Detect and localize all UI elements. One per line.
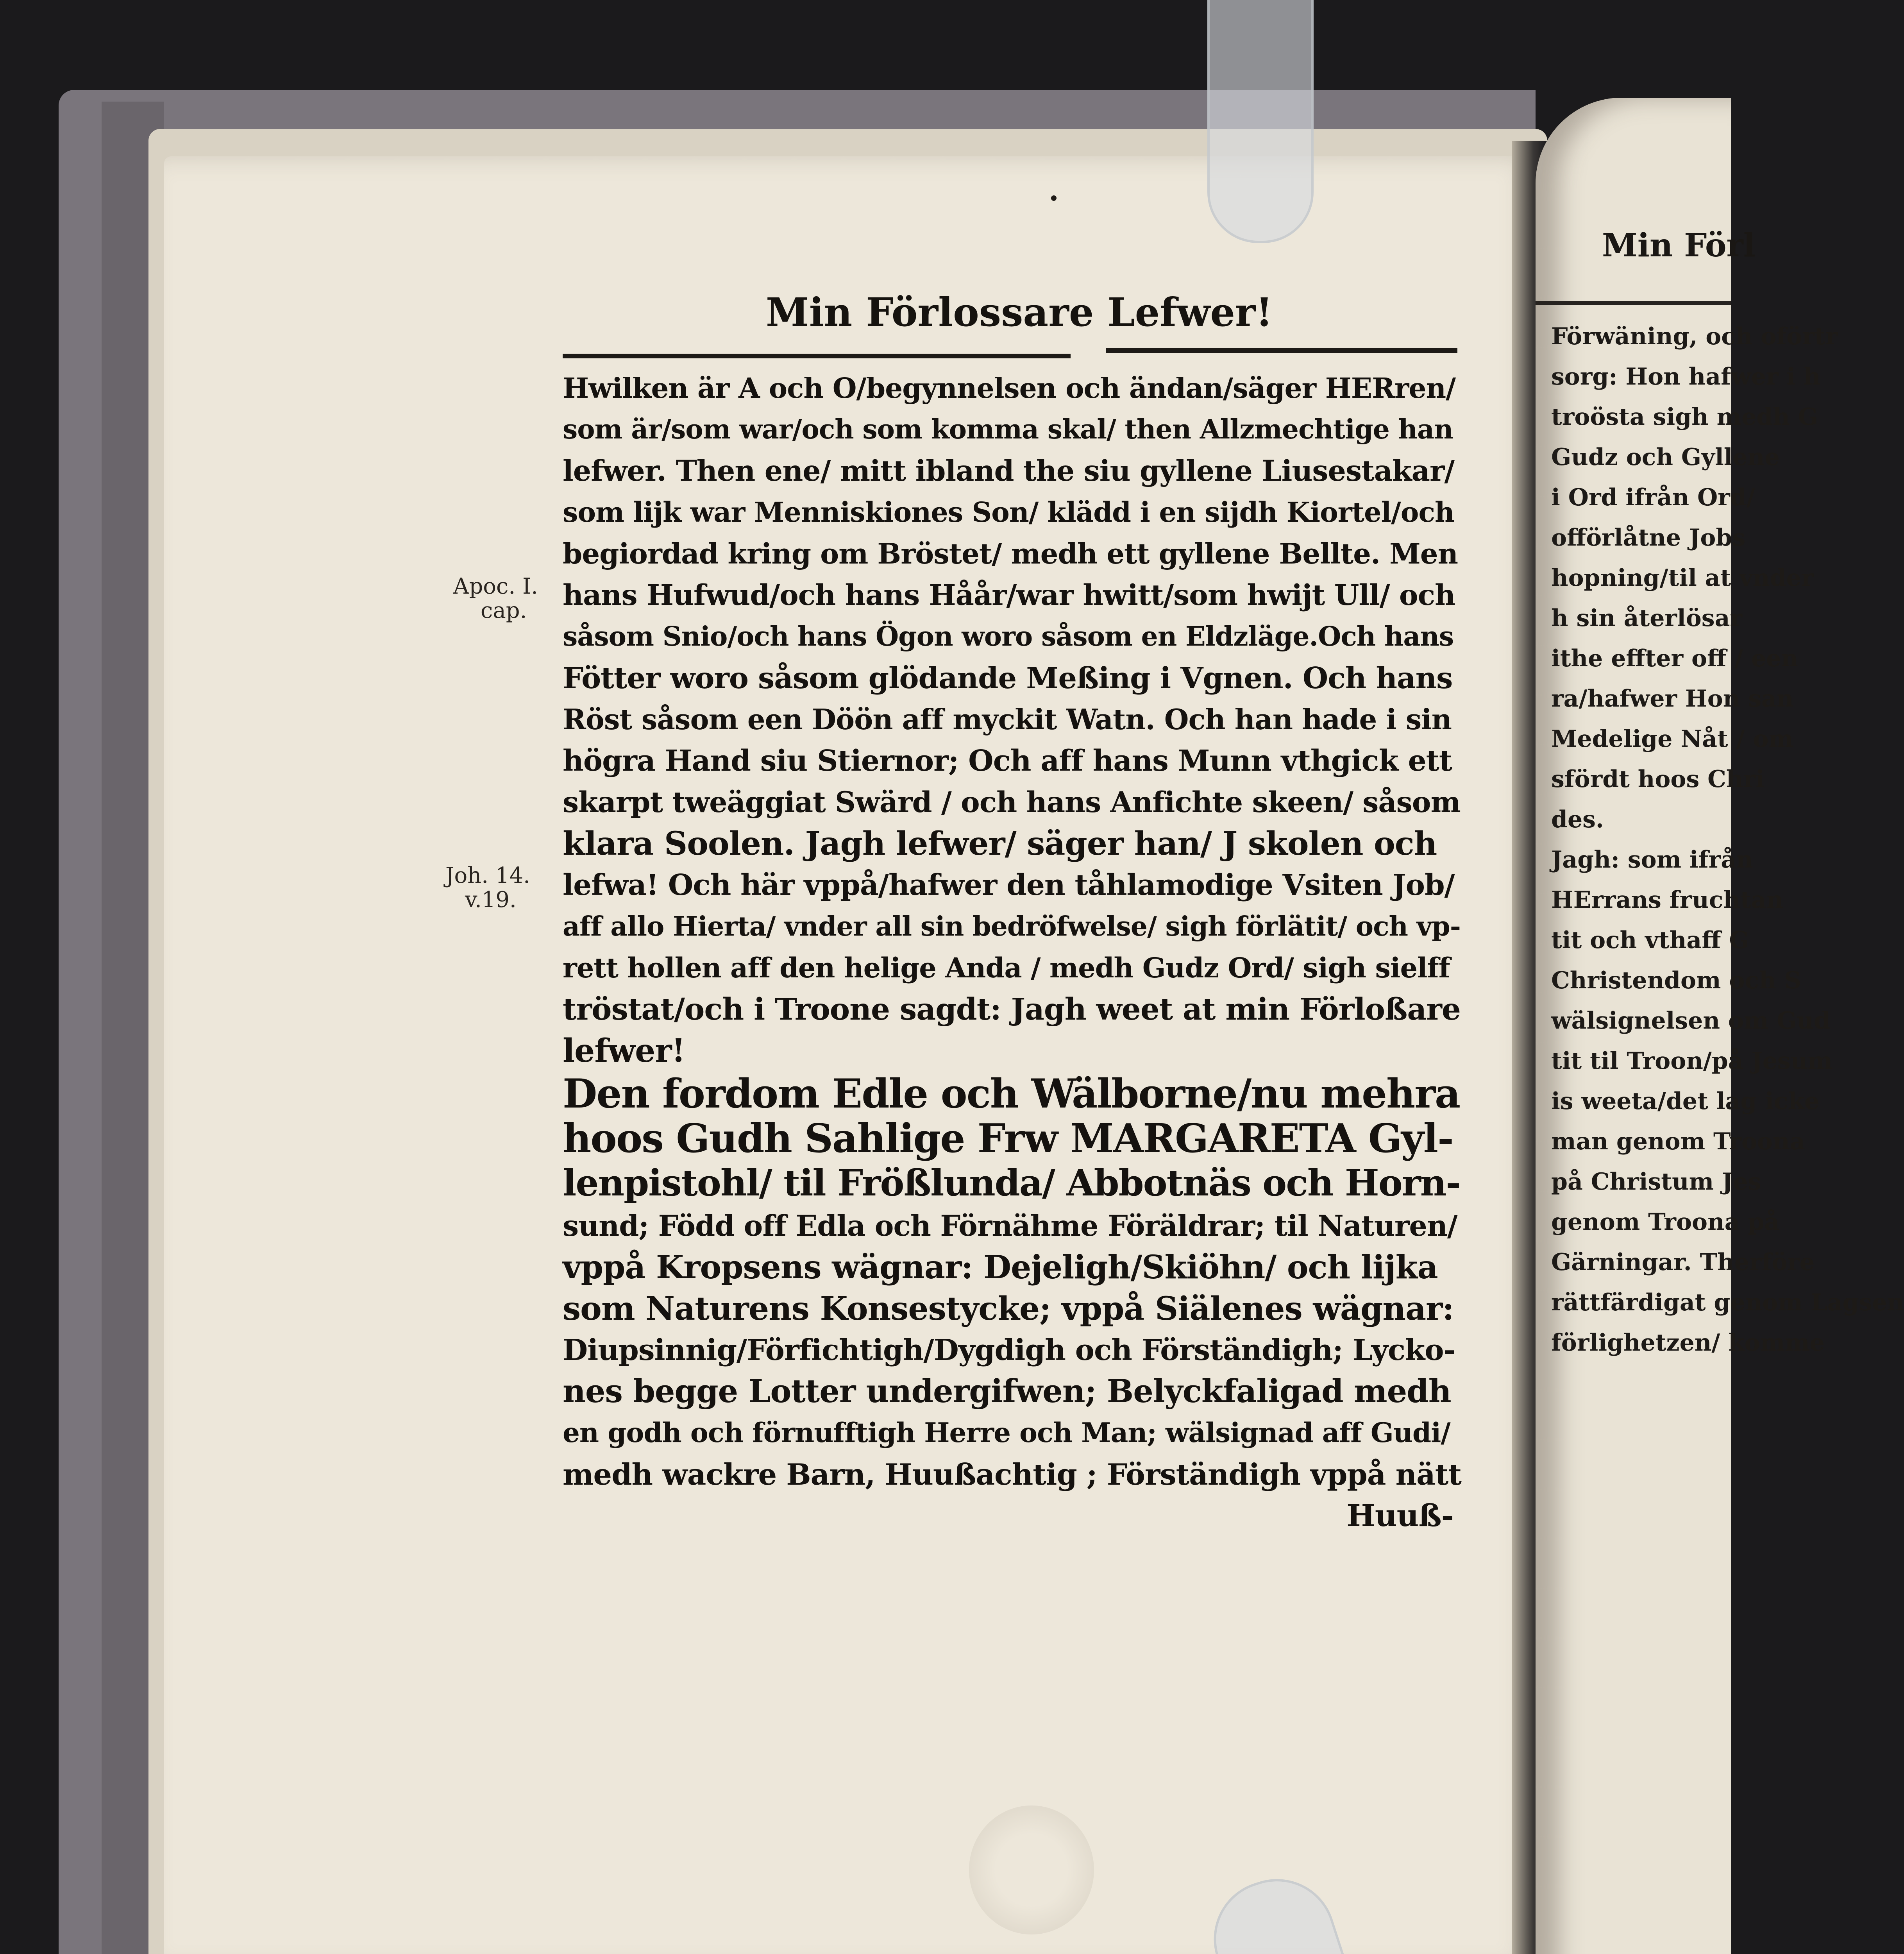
facing-text-line: ithe effter off / een [1551, 645, 1798, 672]
facing-text-line: Förwäning, och oförtr [1551, 323, 1838, 350]
facing-text-line: h sin återlösar [1551, 605, 1743, 632]
facing-text-line: tit til Troon/på Jesum [1551, 1047, 1832, 1075]
facing-text-line: troösta sigh medh G [1551, 403, 1818, 431]
facing-text-line: man genom Troona [1551, 1128, 1805, 1155]
facing-text-block [1551, 317, 1904, 1363]
facing-text-line: is weeta/det lag icke [1551, 1088, 1820, 1115]
margin-note-line: Joh. 14. [445, 863, 530, 888]
facing-text-line: des. [1551, 806, 1604, 833]
text-line: skarpt tweäggiat Swärd / och hans Anfichte skeen/ såsom [563, 786, 1461, 819]
text-line: Den fordom Edle och Wälborne/nu mehra [563, 1070, 1460, 1117]
page-clip-top [1207, 0, 1314, 243]
facing-text-line: offörlåtne Jobs [1551, 524, 1746, 551]
text-line: hoos Gudh Sahlige Frw MARGARETA Gyl- [563, 1115, 1453, 1161]
paper-stain [969, 1805, 1094, 1934]
text-line: en godh och förnufftigh Herre och Man; wälsignad aff Gudi/ [563, 1417, 1450, 1449]
margin-note-joh [445, 864, 530, 912]
facing-text-line: Jagh: som ifrån [1551, 846, 1753, 873]
text-line: såsom Snio/och hans Ögon woro såsom en Eldzläge.Och hans [563, 621, 1454, 652]
text-line: lefwer! [563, 1032, 685, 1070]
text-line: vppå Kropsens wägnar: Dejeligh/Skiöhn/ och lijka [563, 1249, 1438, 1286]
text-line: som lijk war Menniskiones Son/ klädd i en sijdh Kiortel/och [563, 496, 1454, 528]
running-head: Min Förlossare Lefwer! [766, 289, 1273, 335]
text-line: högra Hand siu Stiernor; Och aff hans Munn vthgick ett [563, 744, 1452, 778]
text-line: lefwa! Och här vppå/hafwer den tåhlamodige Vsiten Job/ [563, 868, 1455, 902]
facing-text-line: wälsignelsen om Gud [1551, 1007, 1831, 1034]
text-line: Diupsinnig/Förfichtigh/Dygdigh och Förständigh; Lycko- [563, 1333, 1455, 1367]
facing-text-line: hopning/til at vnder [1551, 564, 1814, 592]
catchword: Huuß- [1346, 1498, 1453, 1533]
main-text-block [563, 367, 1461, 1537]
text-line: tröstat/och i Troone sagdt: Jagh weet at min Förloßare [563, 992, 1461, 1027]
text-line: rett hollen aff den helige Anda / medh Gudz Ord/ sigh sielff [563, 952, 1450, 984]
facing-text-line: Medelige Nåt / om [1551, 725, 1793, 753]
text-line: som är/som war/och som komma skal/ then Allzmechtige han [563, 414, 1453, 445]
text-line: Fötter woro såsom glödande Meßing i Vgnen. Och hans [563, 661, 1453, 695]
facing-text-line: Gärningar. Therföre [1551, 1249, 1815, 1276]
facing-text-line: i Ord ifrån Ord/ [1551, 484, 1755, 511]
margin-note-apoc [453, 574, 538, 623]
text-line: Hwilken är A och O/begynnelsen och ändan/säger HERren/ [563, 372, 1456, 404]
text-line: sund; Född off Edla och Förnähme Föräldrar; til Naturen/ [563, 1209, 1457, 1243]
ink-speck [1051, 195, 1057, 201]
facing-text-line: ra/hafwer Hon san [1551, 685, 1794, 712]
text-line: hans Hufwud/och hans Håår/war hwitt/som hwijt Ull/ och [563, 578, 1455, 612]
text-line: nes begge Lotter undergifwen; Belyckfaligad medh [563, 1373, 1451, 1410]
right-facing-page [1536, 98, 1904, 1954]
margin-note-line: v.19. [465, 887, 517, 913]
facing-text-line: sorg: Hon hafwer i h [1551, 363, 1821, 390]
text-line: lefwer. Then ene/ mitt ibland the siu gyllene Liusestakar/ [563, 454, 1455, 488]
text-line: lenpistohl/ til Frößlunda/ Abbotnäs och Horn- [563, 1161, 1460, 1204]
facing-text-line: HErrans fruchtan [1551, 886, 1784, 914]
facing-text-line: Gudz och Gyllene [1551, 444, 1780, 471]
text-line: begiordad kring om Bröstet/ medh ett gyllene Bellte. Men [563, 537, 1458, 570]
facing-text-line: förlighetzen/ komme [1551, 1329, 1825, 1356]
facing-text-line: sfördt hoos Chri [1551, 766, 1765, 793]
facing-text-line: Christendom och S [1551, 967, 1801, 994]
facing-text-line: rättfärdigat genom Lagsen [1551, 1289, 1904, 1316]
facing-head-rule [1536, 301, 1731, 305]
text-line: Röst såsom een Döön aff myckit Watn. Och han hade i sin [563, 703, 1452, 736]
margin-note-line: cap. [481, 598, 527, 623]
text-line: klara Soolen. Jagh lefwer/ säger han/ J skolen och [563, 825, 1437, 862]
facing-text-line: genom Troona på [1551, 1208, 1780, 1236]
facing-text-line: tit och vthaff G [1551, 927, 1749, 954]
text-line: medh wackre Barn, Huußachtig ; Förständigh vppå nätt [563, 1457, 1461, 1492]
margin-note-line: Apoc. I. [453, 574, 538, 599]
head-rule-right [1106, 348, 1457, 353]
text-line: som Naturens Konsestycke; vppå Siälenes wägnar: [563, 1290, 1454, 1328]
facing-text-line: på Christum Jes [1551, 1168, 1761, 1195]
text-line: aff allo Hierta/ vnder all sin bedröfwelse/ sigh förlätit/ och vp- [563, 911, 1461, 942]
facing-running-head: Min Förl [1602, 227, 1756, 264]
head-rule-left [563, 354, 1071, 358]
